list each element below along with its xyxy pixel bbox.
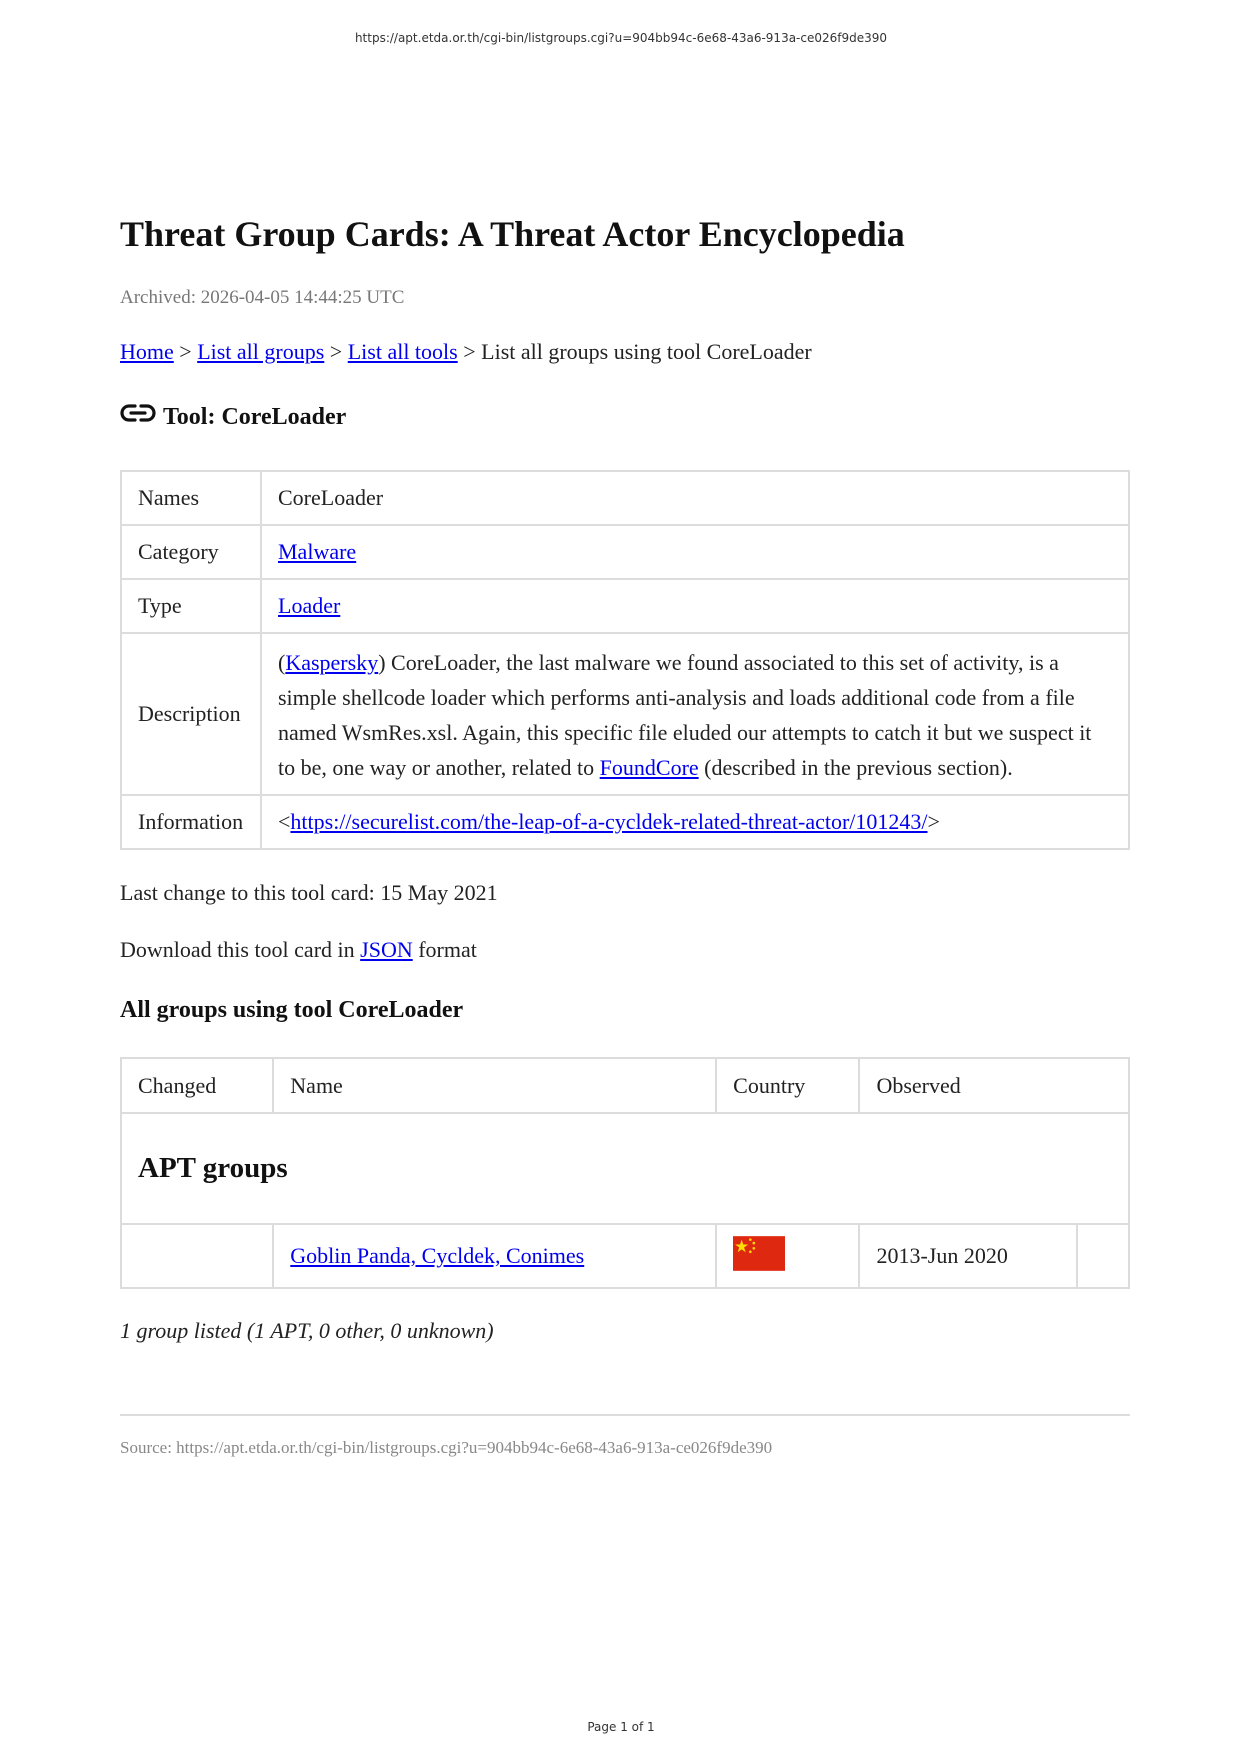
groups-summary: 1 group listed (1 APT, 0 other, 0 unknown) bbox=[120, 1318, 494, 1343]
type-cell bbox=[261, 579, 1129, 633]
group-name-link[interactable]: Goblin Panda, Cycldek, Conimes bbox=[290, 1243, 585, 1268]
group-country-cell bbox=[716, 1224, 859, 1288]
breadcrumb bbox=[120, 339, 812, 365]
breadcrumb-separator: > bbox=[457, 339, 482, 364]
breadcrumb-home-link[interactable]: Home bbox=[120, 339, 174, 364]
securelist-link[interactable]: https://securelist.com/the-leap-of-a-cycldek-related-threat-actor/101243/ bbox=[290, 809, 928, 834]
china-flag-icon bbox=[733, 1236, 785, 1271]
kaspersky-link[interactable]: Kaspersky bbox=[285, 650, 379, 675]
group-extra-cell bbox=[1077, 1224, 1129, 1288]
download-line bbox=[120, 937, 477, 963]
information-gt: > bbox=[927, 809, 940, 834]
json-download-link[interactable]: JSON bbox=[360, 937, 413, 962]
last-change-text: Last change to this tool card: 15 May 2021 bbox=[120, 880, 498, 905]
information-label: Information bbox=[121, 795, 261, 849]
link-icon bbox=[120, 401, 156, 425]
names-label: Names bbox=[121, 471, 261, 525]
table-row bbox=[121, 633, 1129, 795]
column-header-name: Name bbox=[273, 1058, 716, 1113]
section-row bbox=[121, 1113, 1129, 1224]
category-label: Category bbox=[121, 525, 261, 579]
groups-heading: All groups using tool CoreLoader bbox=[120, 997, 464, 1023]
category-cell bbox=[261, 525, 1129, 579]
divider bbox=[120, 1414, 1130, 1416]
names-value: CoreLoader bbox=[261, 471, 1129, 525]
group-changed-cell bbox=[121, 1224, 273, 1288]
description-text: ) CoreLoader, the last malware we found associated to this set of activity, is a simple shellcode loader which performs anti-analysis and loads additional code from a file named WsmRes.xsl. Again, this specific file eluded our attempts to catch it but we suspect it to be, one way or another, related to bbox=[278, 650, 1092, 780]
description-label: Description bbox=[121, 633, 261, 795]
archived-timestamp: Archived: 2026-04-05 14:44:25 UTC bbox=[120, 287, 405, 308]
section-heading-apt: APT groups bbox=[121, 1113, 1129, 1224]
description-open-paren: ( bbox=[278, 650, 286, 675]
groups-header-row bbox=[121, 1058, 1129, 1113]
type-label: Type bbox=[121, 579, 261, 633]
foundcore-link[interactable]: FoundCore bbox=[599, 755, 699, 780]
table-row bbox=[121, 579, 1129, 633]
tool-heading bbox=[120, 404, 346, 431]
table-row bbox=[121, 1224, 1129, 1288]
table-row bbox=[121, 795, 1129, 849]
breadcrumb-separator: > bbox=[173, 339, 198, 364]
breadcrumb-separator: > bbox=[324, 339, 348, 364]
information-lt: < bbox=[278, 809, 291, 834]
description-value bbox=[261, 633, 1129, 795]
tool-heading-text: Tool: CoreLoader bbox=[163, 404, 347, 430]
column-header-changed: Changed bbox=[121, 1058, 273, 1113]
print-footer-page-number: Page 1 of 1 bbox=[587, 1720, 655, 1734]
table-row bbox=[121, 471, 1129, 525]
type-link[interactable]: Loader bbox=[278, 593, 341, 618]
table-row bbox=[121, 525, 1129, 579]
download-text-end: format bbox=[412, 937, 477, 962]
group-name-cell bbox=[273, 1224, 716, 1288]
category-link[interactable]: Malware bbox=[278, 539, 357, 564]
description-text-end: (described in the previous section). bbox=[698, 755, 1013, 780]
column-header-country: Country bbox=[716, 1058, 859, 1113]
information-value bbox=[261, 795, 1129, 849]
source-url: Source: https://apt.etda.or.th/cgi-bin/listgroups.cgi?u=904bb94c-6e68-43a6-913a-ce026f9de390 bbox=[120, 1438, 773, 1457]
print-header-url: https://apt.etda.or.th/cgi-bin/listgroups.cgi?u=904bb94c-6e68-43a6-913a-ce026f9de390 bbox=[354, 31, 888, 45]
groups-table bbox=[120, 1057, 1130, 1289]
breadcrumb-groups-link[interactable]: List all groups bbox=[197, 339, 325, 364]
tool-details-table bbox=[120, 470, 1130, 850]
download-text: Download this tool card in bbox=[120, 937, 361, 962]
breadcrumb-tools-link[interactable]: List all tools bbox=[347, 339, 458, 364]
group-observed-cell: 2013-Jun 2020 bbox=[859, 1224, 1076, 1288]
column-header-observed: Observed bbox=[859, 1058, 1129, 1113]
breadcrumb-current: List all groups using tool CoreLoader bbox=[481, 339, 812, 364]
page-title: Threat Group Cards: A Threat Actor Encyclopedia bbox=[120, 214, 905, 254]
